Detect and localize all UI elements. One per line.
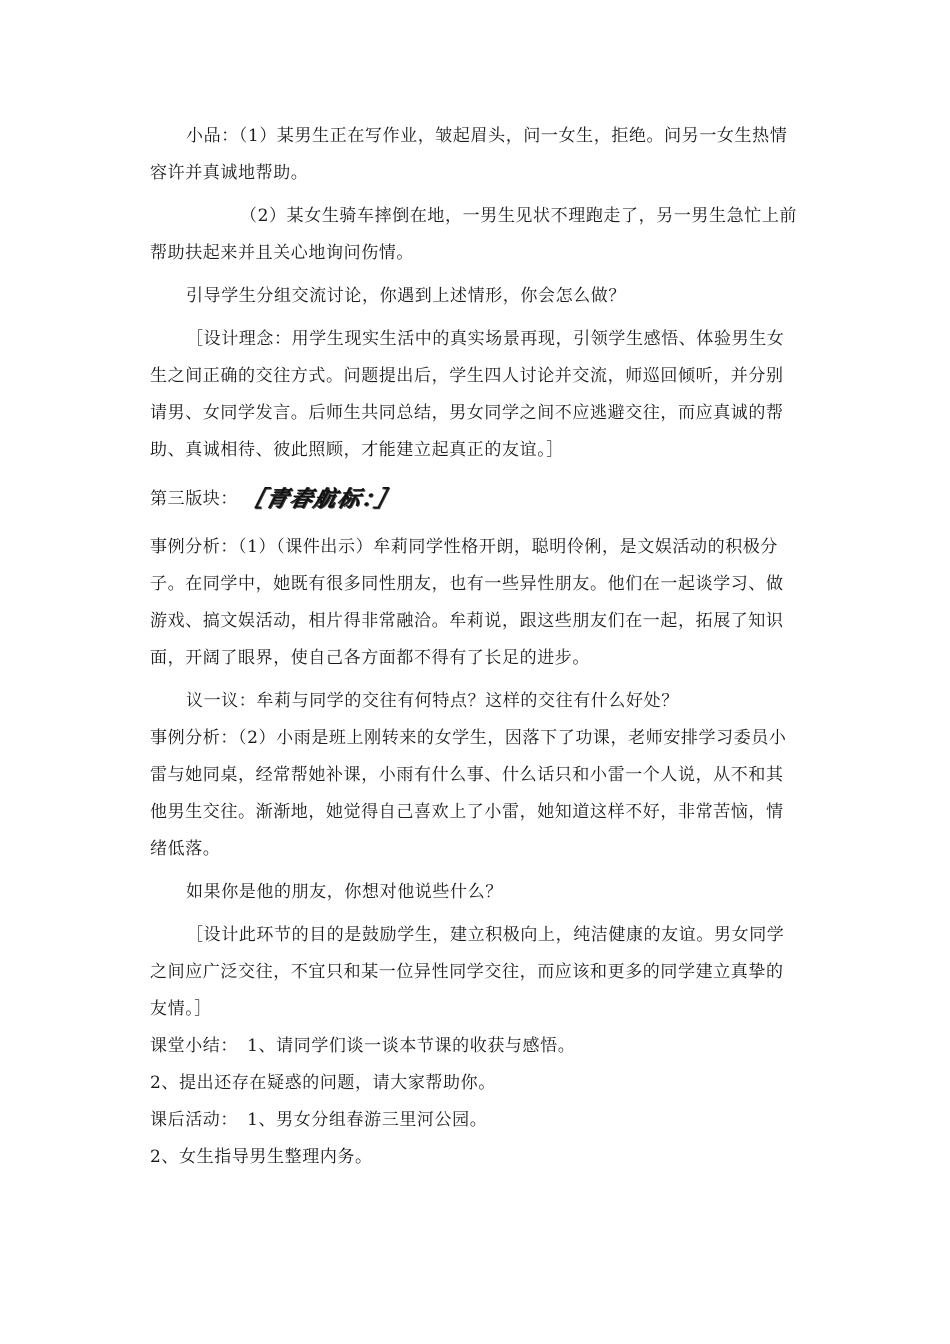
skit-paragraph-1: 小品：（1）某男生正在写作业，皱起眉头，问一女生，拒绝。问另一女生热情容许并真诚地帮助。 — [150, 126, 788, 183]
section-3-heading — [150, 469, 800, 529]
case-analysis-2: 事例分析：（2）小雨是班上刚转来的女学生，因落下了功课，老师安排学习委员小雷与她同桌，经常帮她补课，小雨有什么事、什么话只和小雷一个人说，从不和其他男生交往。渐渐地，她觉得自己喜欢上了小雷，她知道这样不好，非常苦恼，情绪低落。 — [150, 728, 787, 859]
class-summary-item-1: 课堂小结： 1、请同学们谈一谈本节课的收获与感悟。 — [150, 1036, 576, 1056]
document-body — [150, 118, 800, 1176]
section-3-label: 第三版块： — [150, 488, 238, 509]
section-3-stylized-title: ［青春航标：］ — [238, 485, 403, 512]
guide-paragraph: 引导学生分组交流讨论，你遇到上述情形，你会怎么做？ — [186, 286, 626, 306]
design-note-2: ［设计此环节的目的是鼓励学生，建立积极向上，纯洁健康的友谊。男女同学之间应广泛交往，不宜只和某一位异性同学交往，而应该和更多的同学建立真挚的友情。］ — [150, 925, 785, 1019]
case-analysis-1: 事例分析：（1）（课件出示）牟莉同学性格开朗，聪明伶俐，是文娱活动的积极分子。在同学中，她既有很多同性朋友，也有一些异性朋友。他们在一起谈学习、做游戏、搞文娱活动，相片得非常融洽。牟莉说，跟这些朋友们在一起，拓展了知识面，开阔了眼界，使自己各方面都不得有了长足的进步。 — [150, 537, 784, 668]
friend-question: 如果你是他的朋友，你想对他说些什么？ — [186, 882, 503, 902]
after-class-activity-2: 2、女生指导男生整理内务。 — [150, 1147, 373, 1167]
design-note-1: ［设计理念：用学生现实生活中的真实场景再现，引领学生感悟、体验男生女生之间正确的交往方式。问题提出后，学生四人讨论并交流，师巡回倾听，并分别请男、女同学发言。后师生共同总结，男女同学之间不应逃避交往，而应真诚的帮助、真诚相待、彼此照顾，才能建立起真正的友谊。］ — [150, 329, 785, 460]
class-summary-item-2: 2、提出还存在疑惑的问题，请大家帮助你。 — [150, 1073, 496, 1093]
skit-paragraph-2: （2）某女生骑车摔倒在地，一男生见状不理跑走了，另一男生急忙上前帮助扶起来并且关心地询问伤情。 — [150, 206, 798, 263]
after-class-activity-1: 课后活动： 1、男女分组春游三里河公园。 — [150, 1110, 488, 1130]
discussion-prompt: 议一议：牟莉与同学的交往有何特点？这样的交往有什么好处？ — [186, 691, 679, 711]
